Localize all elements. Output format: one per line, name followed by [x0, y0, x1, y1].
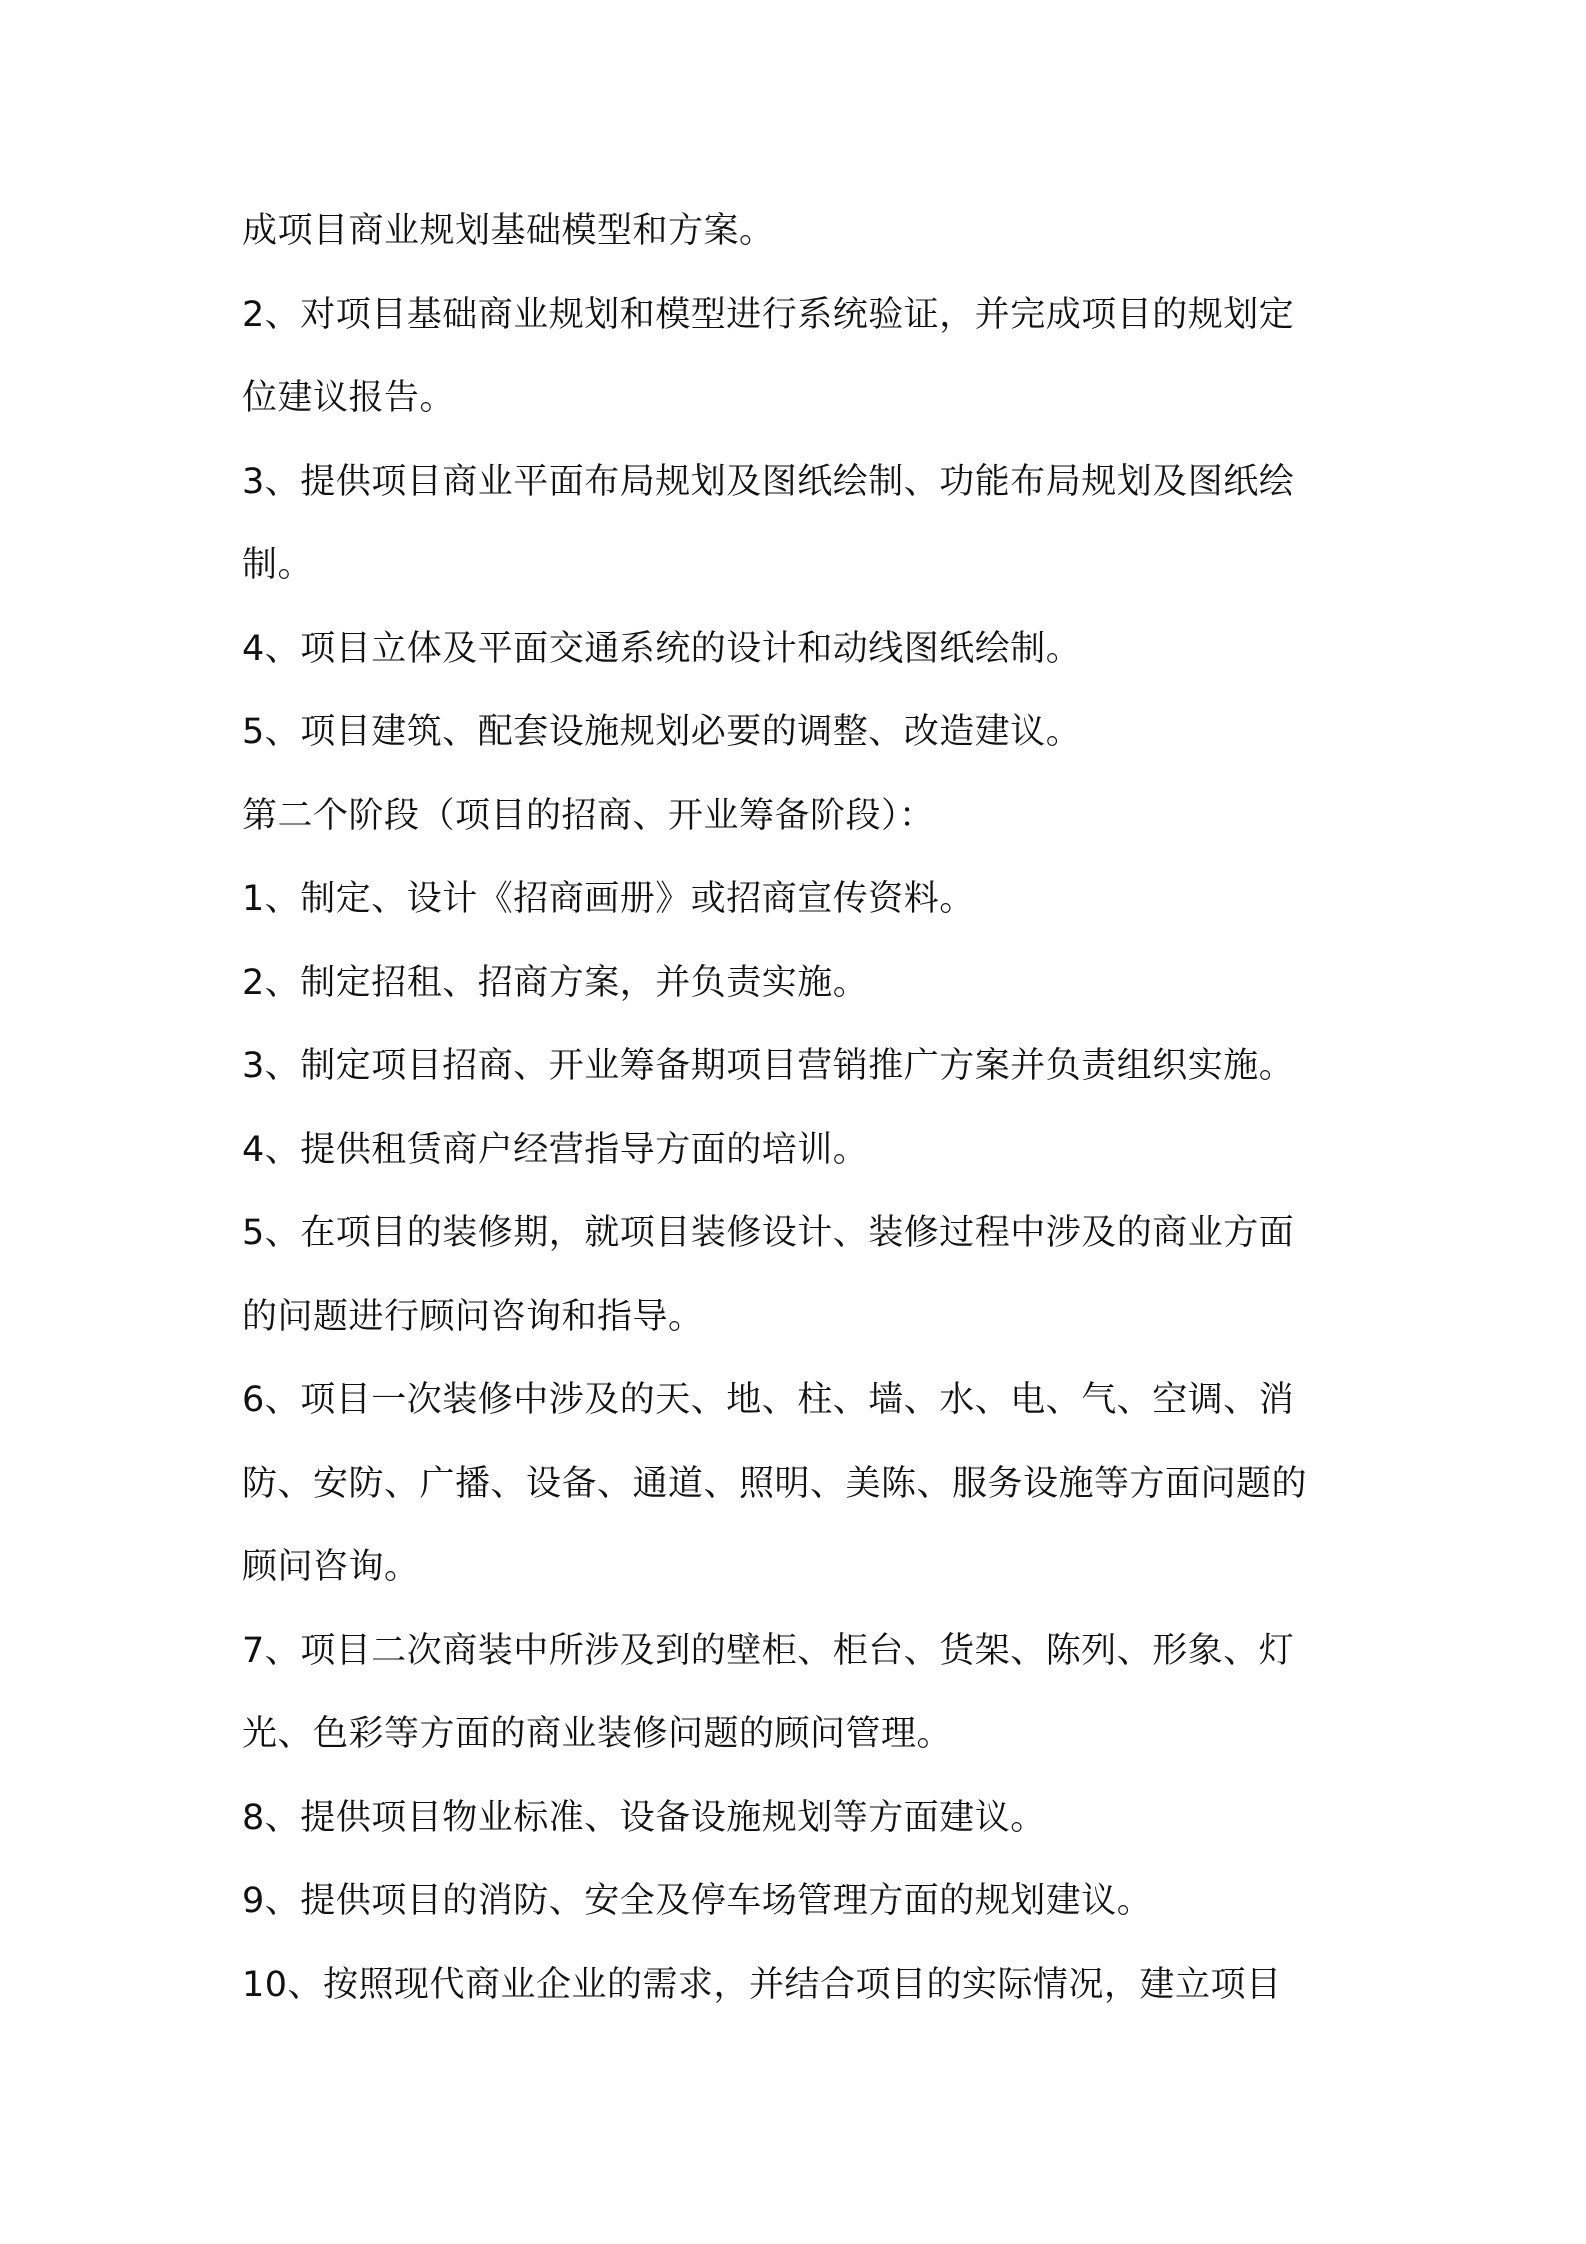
text-line: 6、项目一次装修中涉及的天、地、柱、墙、水、电、气、空调、消 — [242, 1380, 1295, 1420]
text-line: 位建议报告。 — [242, 378, 456, 418]
text-line: 的问题进行顾问咨询和指导。 — [242, 1297, 704, 1337]
text-line: 5、项目建筑、配套设施规划必要的调整、改造建议。 — [242, 712, 1082, 752]
text-line: 顾问咨询。 — [242, 1547, 420, 1587]
section-heading: 第二个阶段（项目的招商、开业筹备阶段）： — [242, 796, 935, 836]
text-line: 4、项目立体及平面交通系统的设计和动线图纸绘制。 — [242, 629, 1082, 669]
text-line: 3、制定项目招商、开业筹备期项目营销推广方案并负责组织实施。 — [242, 1046, 1295, 1086]
text-line: 防、安防、广播、设备、通道、照明、美陈、服务设施等方面问题的 — [242, 1464, 1308, 1504]
text-line: 9、提供项目的消防、安全及停车场管理方面的规划建议。 — [242, 1881, 1153, 1921]
text-line: 4、提供租赁商户经营指导方面的培训。 — [242, 1130, 869, 1170]
text-line: 成项目商业规划基础模型和方案。 — [242, 211, 775, 251]
text-line: 3、提供项目商业平面布局规划及图纸绘制、功能布局规划及图纸绘 — [242, 462, 1295, 502]
text-line: 2、制定招租、招商方案，并负责实施。 — [242, 963, 869, 1003]
text-line: 10、按照现代商业企业的需求，并结合项目的实际情况，建立项目 — [242, 1965, 1282, 2005]
text-line: 2、对项目基础商业规划和模型进行系统验证，并完成项目的规划定 — [242, 295, 1295, 335]
text-line: 光、色彩等方面的商业装修问题的顾问管理。 — [242, 1714, 953, 1754]
text-line: 1、制定、设计《招商画册》或招商宣传资料。 — [242, 879, 975, 919]
text-line: 制。 — [242, 545, 314, 585]
text-line: 8、提供项目物业标准、设备设施规划等方面建议。 — [242, 1798, 1046, 1838]
text-line: 5、在项目的装修期，就项目装修设计、装修过程中涉及的商业方面 — [242, 1213, 1295, 1253]
text-line: 7、项目二次商装中所涉及到的壁柜、柜台、货架、陈列、形象、灯 — [242, 1631, 1295, 1671]
